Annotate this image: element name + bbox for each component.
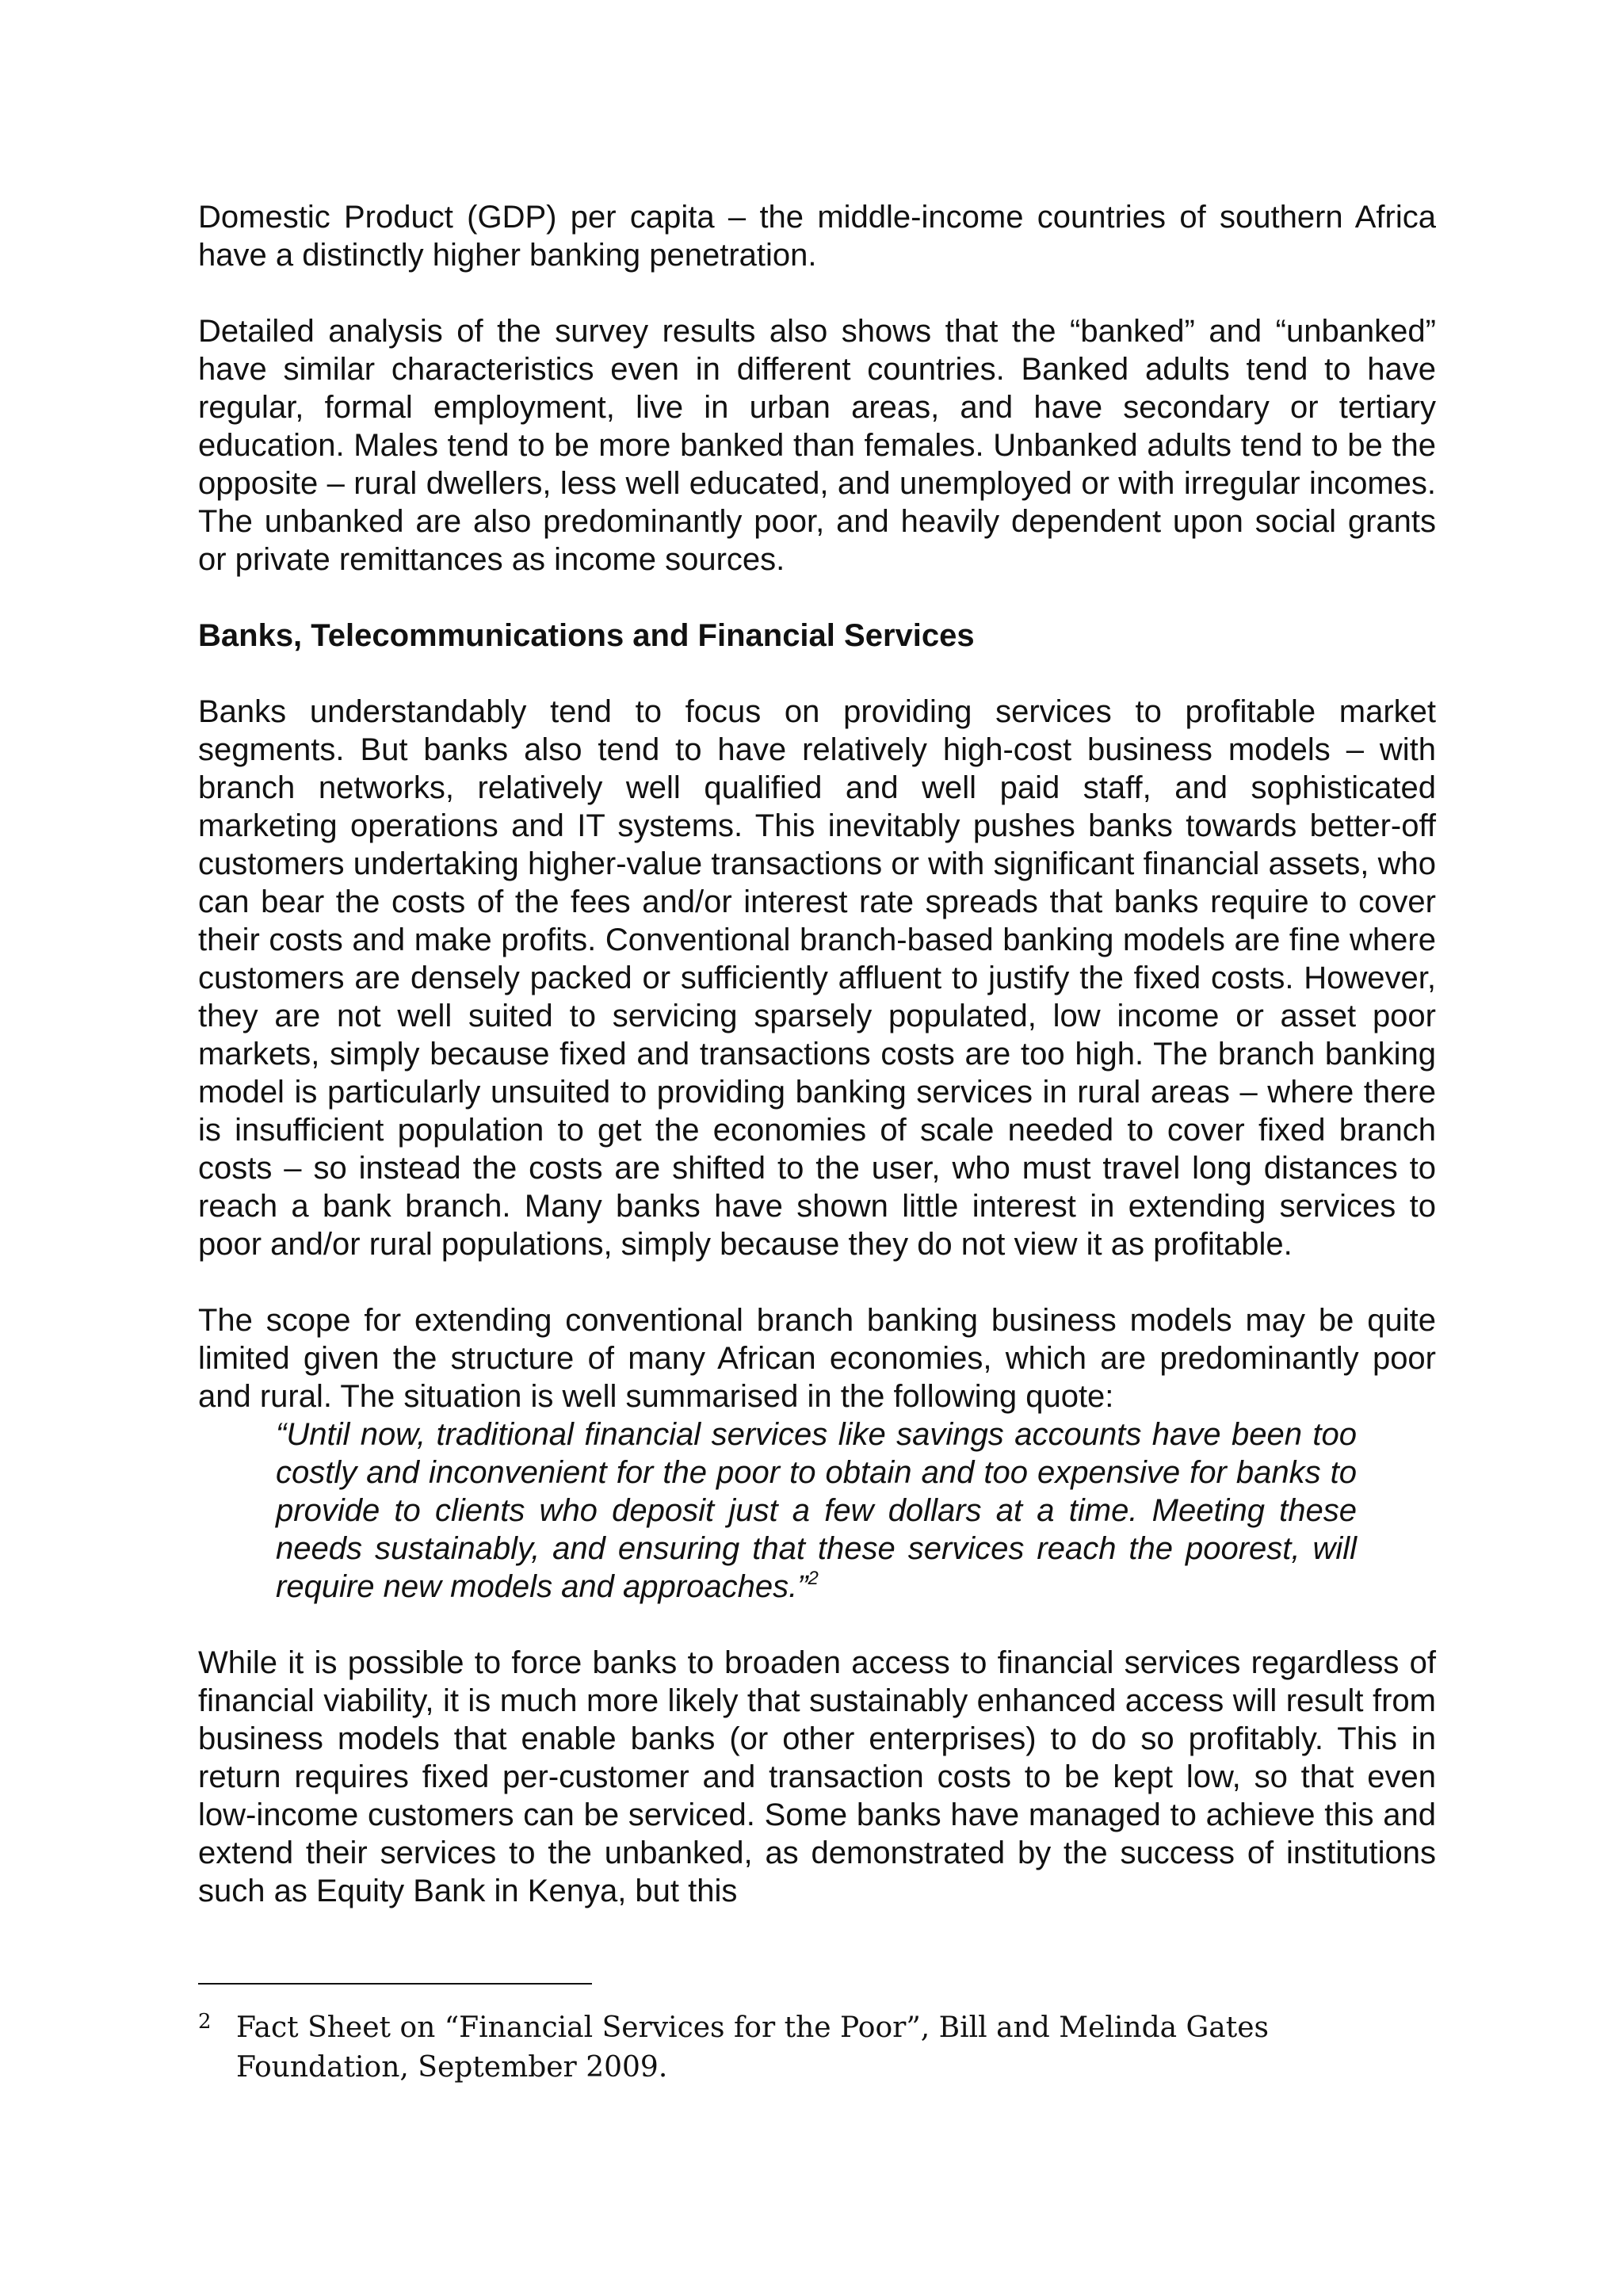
paragraph-closing: While it is possible to force banks to broaden access to financial services regardless of financial viability, it is much more likely that sustainably enhanced access will result from business models that enable banks (or other enterprises) to do so profitably. This in return requires fixed per-customer and transaction costs to be kept low, so that even low-income customers can be serviced. Some banks have managed to achieve this and extend their services to the unbanked, as demonstrated by the success of institutions such as Equity Bank in Kenya, but this [198,1645,1436,1908]
paragraph-scope: The scope for extending conventional branch banking business models may be quite limited given the structure of many African economies, which are predominantly poor and rural. The situation is well summarised in the following quote: [198,1303,1436,1414]
footnote-text: Fact Sheet on “Financial Services for the Poor”, Bill and Melinda Gates Foundation, September 2009. [236,2011,1270,2084]
paragraph-gdp: Domestic Product (GDP) per capita – the middle-income countries of southern Africa have a distinctly higher banking penetration. [198,200,1436,273]
document-body [198,198,1436,1948]
quote-text: “Until now, traditional financial services like savings accounts have been too costly and inconvenient for the poor to obtain and too expensive for banks to provide to clients who deposit just a few dollars at a time. Meeting these needs sustainably, and ensuring that these services reach the poorest, will require new models and approaches.” [276,1417,1357,1604]
footnote-divider [198,1983,592,1985]
section-heading: Banks, Telecommunications and Financial Services [198,618,975,653]
footnote-number: 2 [198,2010,212,2034]
paragraph-survey-analysis: Detailed analysis of the survey results also shows that the “banked” and “unbanked” have similar characteristics even in different countries. Banked adults tend to have regular, formal employment, live in urban areas, and have secondary or tertiary education. Males tend to be more banked than females. Unbanked adults tend to be the opposite – rural dwellers, less well educated, and unemployed or with irregular incomes. The unbanked are also predominantly poor, and heavily dependent upon social grants or private remittances as income sources. [198,314,1436,577]
paragraph-bank-business-models: Banks understandably tend to focus on providing services to profitable market segments. But banks also tend to have relatively high-cost business models – with branch networks, relatively well qualified and well paid staff, and sophisticated marketing operations and IT systems. This inevitably pushes banks towards better-off customers undertaking higher-value transactions or with significant financial assets, who can bear the costs of the fees and/or interest rate spreads that banks require to cover their costs and make profits. Conventional branch-based banking models are fine where customers are densely packed or sufficiently affluent to justify the fixed costs. However, they are not well suited to servicing sparsely populated, low income or asset poor markets, simply because fixed and transactions costs are too high. The branch banking model is particularly unsuited to providing banking services in rural areas – where there is insufficient population to get the economies of scale needed to cover fixed branch costs – so instead the costs are shifted to the user, who must travel long distances to reach a bank branch. Many banks have shown little interest in extending services to poor and/or rural populations, simply because they do not view it as profitable. [198,694,1436,1262]
footnote-reference: 2 [808,1568,819,1589]
block-quote [276,1415,1357,1606]
footnote [198,2008,1387,2088]
